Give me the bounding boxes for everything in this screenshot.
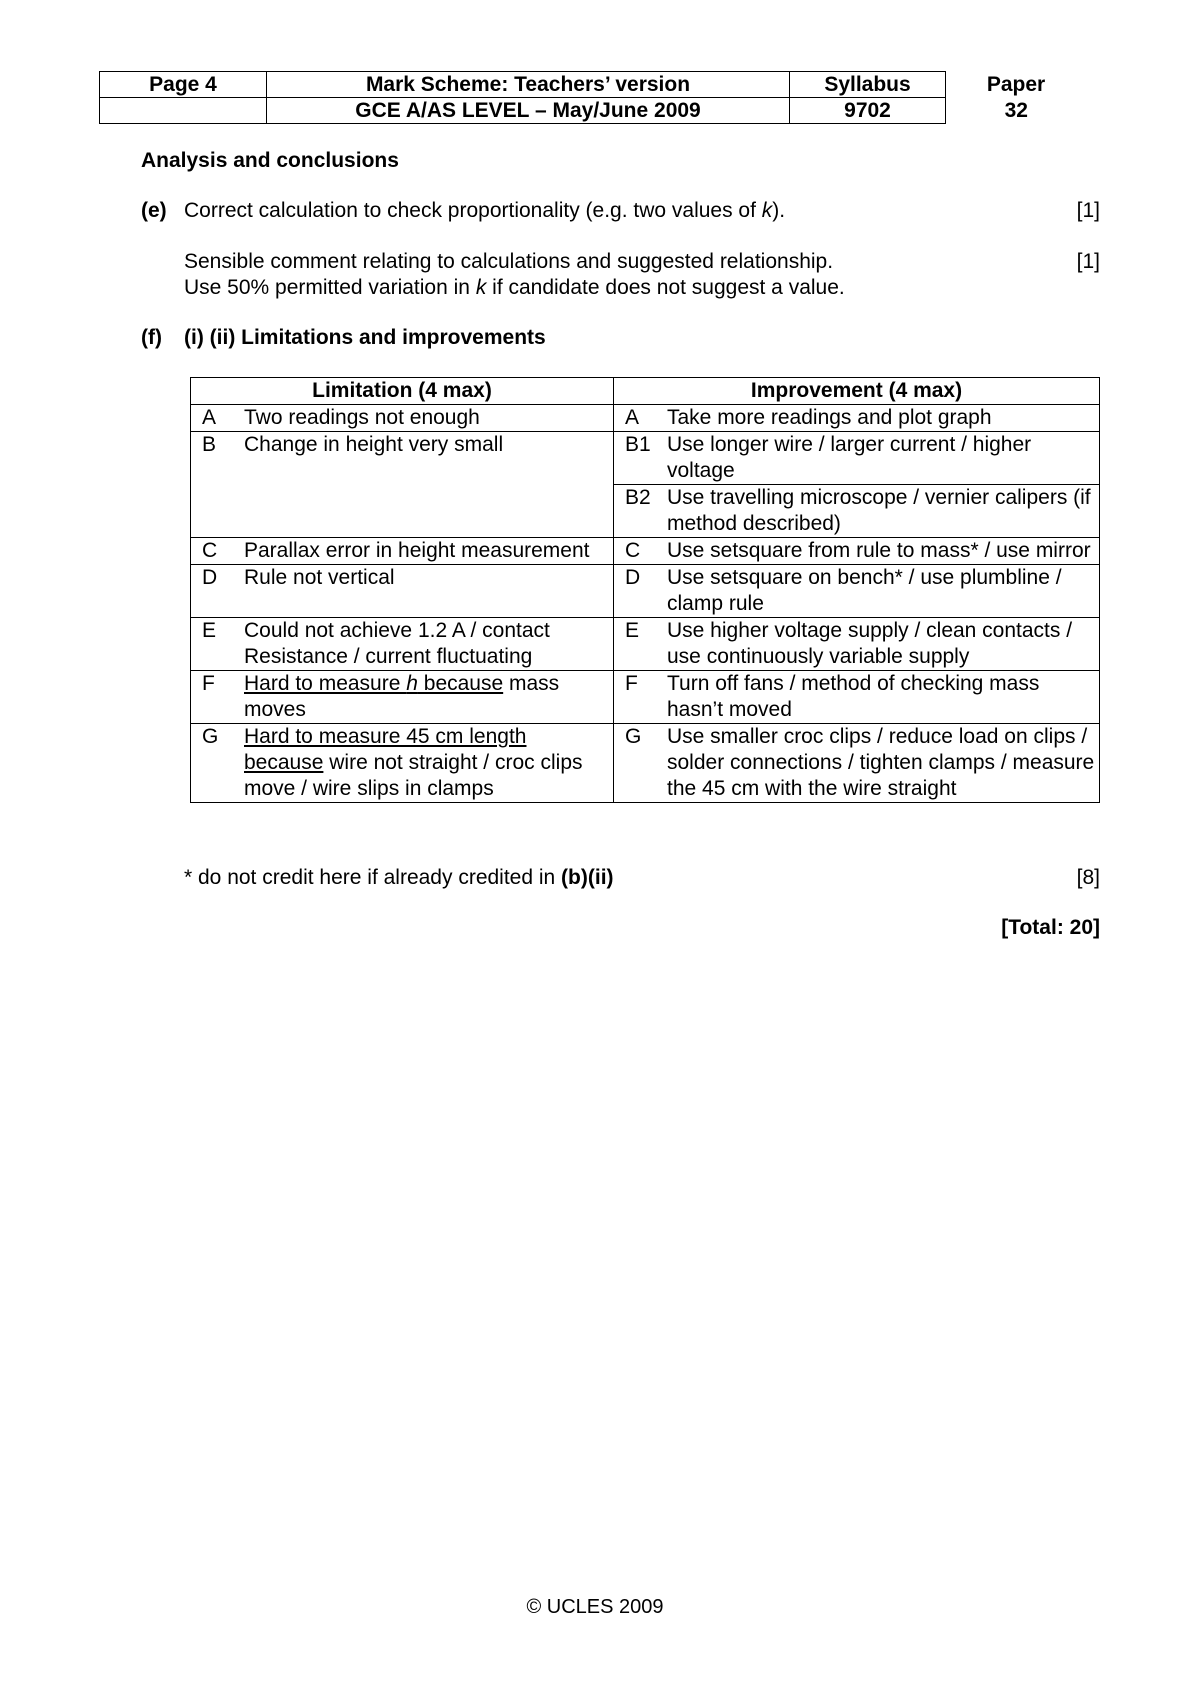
improvement-key: C — [625, 539, 641, 562]
limitation-key: D — [202, 566, 218, 589]
credit-note: * do not credit here if already credited in (b)(ii) — [184, 866, 614, 889]
part-e-mark-2: [1] — [1076, 250, 1100, 273]
part-e-line-3: Use 50% permitted variation in k if candidate does not suggest a value. — [184, 276, 845, 299]
limitation-key: G — [202, 725, 219, 748]
table-row — [191, 565, 1100, 618]
improvement-text: Take more readings and plot graph — [667, 406, 992, 429]
improvement-text: Use smaller croc clips / reduce load on clips / solder connections / tighten clamps / measure the 45 cm with the wire straight — [667, 725, 1095, 800]
limitation-text: Hard to measure h because mass moves — [244, 672, 560, 721]
limitation-text: Change in height very small — [244, 433, 504, 456]
part-e-line-1: Correct calculation to check proportionality (e.g. two values of k). — [184, 199, 786, 222]
limitation-text: Could not achieve 1.2 A / contact Resistance / current fluctuating — [244, 619, 550, 668]
table-row — [191, 538, 1100, 565]
table-row — [191, 671, 1100, 724]
improvement-text: Use travelling microscope / vernier calipers (if method described) — [667, 486, 1091, 535]
limitation-key: B — [202, 433, 217, 456]
improvement-text: Use setsquare from rule to mass* / use mirror — [667, 539, 1091, 562]
improvement-key: B2 — [625, 486, 651, 509]
improvement-key: F — [625, 672, 638, 695]
improvement-text: Turn off fans / method of checking mass hasn’t moved — [667, 672, 1040, 721]
page-blank-cell — [100, 98, 267, 124]
page-number: Page 4 — [100, 72, 267, 98]
improvement-text: Use setsquare on bench* / use plumbline / clamp rule — [667, 566, 1062, 615]
improvement-key: D — [625, 566, 641, 589]
limitation-text: Hard to measure 45 cm length because wire not straight / croc clips move / wire slips in clamps — [244, 725, 583, 800]
total-mark: [Total: 20] — [1001, 916, 1100, 939]
document-title: Mark Scheme: Teachers’ version — [267, 72, 790, 98]
syllabus-code: 9702 — [790, 98, 946, 124]
limitation-text: Parallax error in height measurement — [244, 539, 590, 562]
part-f-title: (i) (ii) Limitations and improvements — [184, 326, 546, 349]
limitation-key: E — [202, 619, 217, 642]
part-e-mark-1: [1] — [1076, 199, 1100, 222]
improvement-key: E — [625, 619, 640, 642]
part-e-label: (e) — [141, 199, 167, 222]
table-row — [191, 618, 1100, 671]
limitation-text: Rule not vertical — [244, 566, 395, 589]
improvement-key: G — [625, 725, 642, 748]
table-row — [191, 724, 1100, 803]
part-e-line-2: Sensible comment relating to calculations and suggested relationship. — [184, 250, 834, 273]
paper-label: Paper — [986, 72, 1046, 96]
part-f-label: (f) — [141, 326, 162, 349]
section-title: Analysis and conclusions — [141, 149, 399, 172]
table-row — [191, 432, 1100, 485]
paper-number: 32 — [1004, 98, 1028, 122]
limitation-text: Two readings not enough — [244, 406, 480, 429]
limitation-key: A — [202, 406, 217, 429]
limitation-key: F — [202, 672, 215, 695]
limitations-table — [190, 377, 1100, 803]
part-f-mark: [8] — [1076, 866, 1100, 889]
improvement-key: A — [625, 406, 640, 429]
header-table — [99, 71, 1087, 124]
exam-title: GCE A/AS LEVEL – May/June 2009 — [267, 98, 790, 124]
limitation-key: C — [202, 539, 218, 562]
improvement-text: Use higher voltage supply / clean contacts / use continuously variable supply — [667, 619, 1073, 668]
syllabus-label: Syllabus — [790, 72, 946, 98]
copyright-footer: © UCLES 2009 — [526, 1596, 664, 1618]
table-row — [191, 405, 1100, 432]
improvement-key: B1 — [625, 433, 651, 456]
limitation-header: Limitation (4 max) — [191, 378, 614, 405]
improvement-header: Improvement (4 max) — [614, 378, 1100, 405]
improvement-text: Use longer wire / larger current / higher voltage — [667, 433, 1032, 482]
